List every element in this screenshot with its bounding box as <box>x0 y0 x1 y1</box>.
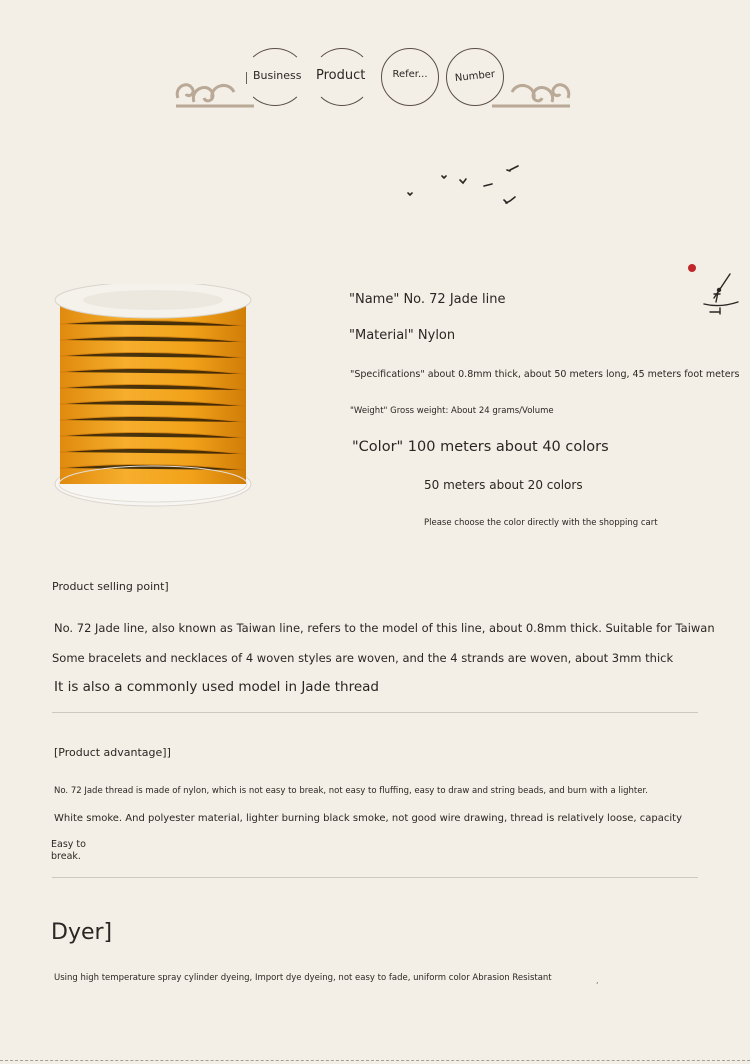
red-sun-icon <box>688 264 696 272</box>
product-note: Please choose the color directly with the shopping cart <box>424 518 658 528</box>
fisherman-boat-icon <box>700 272 744 320</box>
bottom-dashed-divider <box>0 1060 750 1061</box>
header-product-label: Product <box>316 68 366 83</box>
product-material: "Material" Nylon <box>349 328 456 343</box>
selling-point-line-2: Some bracelets and necklaces of 4 woven styles are woven, and the 4 strands are woven, about 3mm thick <box>52 651 674 665</box>
birds-icon <box>400 160 530 210</box>
dyer-line-1: Using high temperature spray cylinder dyeing, Import dye dyeing, not easy to fade, uniform color Abrasion Resistant <box>54 973 552 983</box>
product-name: "Name" No. 72 Jade line <box>349 292 506 307</box>
product-color-alt: 50 meters about 20 colors <box>424 478 583 492</box>
selling-point-line-1: No. 72 Jade line, also known as Taiwan line, refers to the model of this line, about 0.8mm thick. Suitable for Taiwan <box>54 621 715 635</box>
header-refer-label: Refer... <box>392 69 428 80</box>
dyer-heading: Dyer] <box>51 920 113 945</box>
product-weight: "Weight" Gross weight: About 24 grams/Volume <box>350 406 554 416</box>
advantage-heading: [Product advantage]] <box>54 746 171 759</box>
header-business-label: Business <box>253 69 302 82</box>
thread-spool-image <box>50 284 256 510</box>
section-divider-2 <box>52 877 698 878</box>
advantage-line-2: White smoke. And polyester material, lighter burning black smoke, not good wire drawing, thread is relatively loose, capacity <box>54 813 683 824</box>
product-color: "Color" 100 meters about 40 colors <box>352 439 609 455</box>
selling-point-heading: Product selling point] <box>52 580 169 593</box>
advantage-line-3b: break. <box>51 851 81 862</box>
advantage-line-3a: Easy to <box>51 839 86 850</box>
product-specifications: "Specifications" about 0.8mm thick, about 50 meters long, 45 meters foot meters <box>350 369 740 380</box>
header-number-label: Number <box>454 68 496 85</box>
header-circle-number <box>446 48 504 106</box>
dyer-tick: , <box>596 976 599 985</box>
header-circle-refer <box>381 48 439 106</box>
advantage-line-1: No. 72 Jade thread is made of nylon, which is not easy to break, not easy to fluffing, easy to draw and string beads, and burn with a lighter. <box>54 786 648 796</box>
section-divider-1 <box>52 712 698 713</box>
selling-point-line-3: It is also a commonly used model in Jade thread <box>54 679 379 695</box>
